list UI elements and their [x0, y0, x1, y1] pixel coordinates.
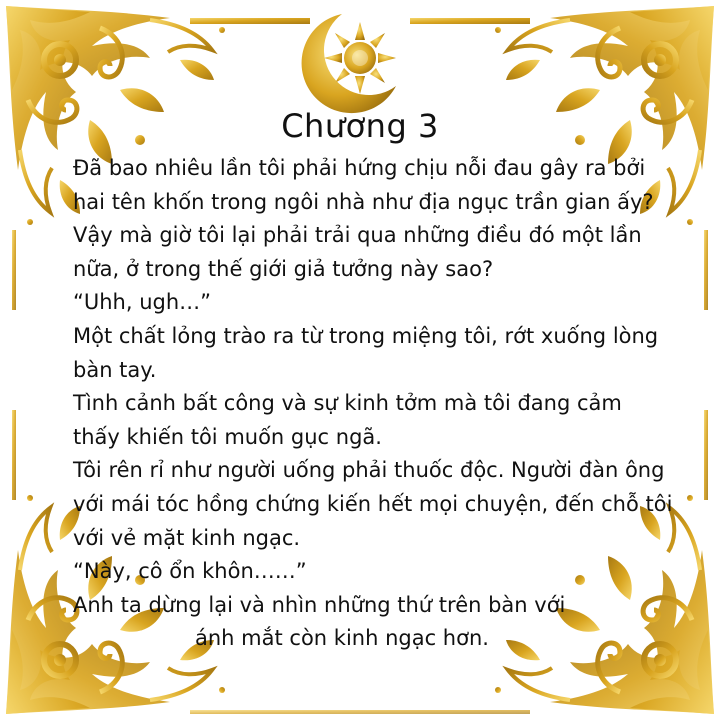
chapter-title: Chương 3 — [281, 107, 439, 145]
last-paragraph-line-1: Anh ta dừng lại và nhìn những thứ trên bàn với — [73, 592, 566, 617]
paragraph: Tôi rên rỉ như người uống phải thuốc độc. Người đàn ông với mái tóc hồng chứng kiến hết mọi chuyện, đến chỗ tôi với vẻ mặt kinh ngạc. — [73, 458, 673, 550]
paragraph: “Uhh, ugh…” — [73, 290, 212, 315]
last-paragraph-line-2: ánh mắt còn kinh ngạc hơn. — [195, 626, 489, 651]
last-paragraph — [73, 589, 673, 656]
chapter-body — [73, 152, 673, 656]
paragraph: Vậy mà giờ tôi lại phải trải qua những điều đó một lần nữa, ở trong thế giới giả tưởng này sao? — [73, 223, 642, 281]
sun-moon-emblem-icon — [302, 14, 396, 113]
paragraph: “Này, cô ổn khôn……” — [73, 559, 307, 584]
paragraph: Một chất lỏng trào ra từ trong miệng tôi, rớt xuống lòng bàn tay. — [73, 323, 659, 382]
frame-top-right-bar — [410, 18, 530, 24]
paragraph: Đã bao nhiêu lần tôi phải hứng chịu nỗi đau gây ra bởi hai tên khốn trong ngôi nhà như địa ngục trần gian ấy? — [73, 156, 654, 214]
frame-top-left-bar — [190, 18, 310, 24]
paragraph: Tình cảnh bất công và sự kinh tởm mà tôi đang cảm thấy khiến tôi muốn gục ngã. — [73, 391, 622, 449]
